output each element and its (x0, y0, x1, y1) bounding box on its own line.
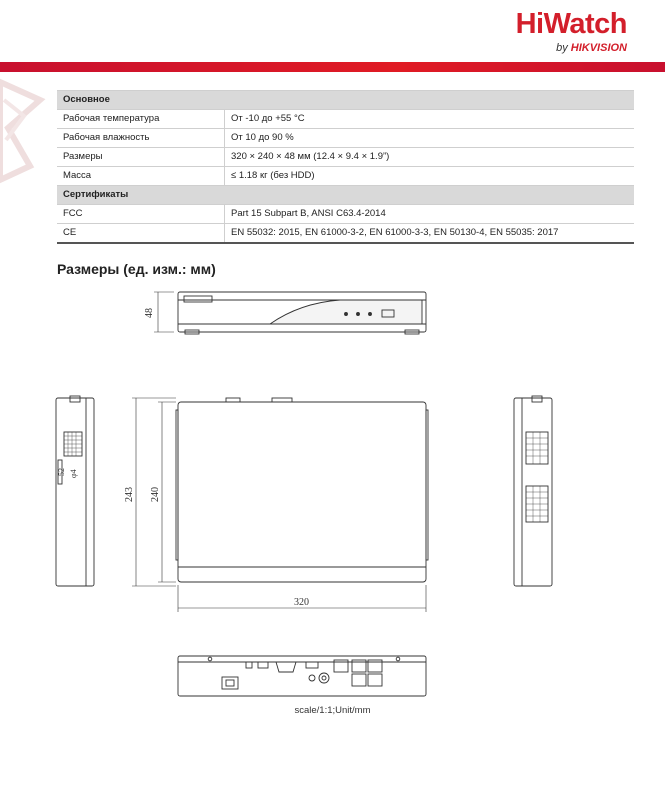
right-side-view-drawing (514, 396, 552, 586)
top-view-drawing (132, 398, 428, 612)
dim-height-label: 48 (144, 308, 155, 318)
spec-key: FCC (57, 205, 225, 224)
left-side-view-drawing (56, 396, 94, 586)
spec-value: ≤ 1.18 кг (без HDD) (225, 167, 635, 186)
spec-section-title: Сертификаты (57, 186, 634, 205)
dim-width-label: 320 (294, 597, 309, 608)
spec-value: EN 55032: 2015, EN 61000-3-2, EN 61000-3-3, EN 50130-4, EN 55035: 2017 (225, 224, 635, 244)
rear-view-drawing (178, 656, 426, 696)
spec-value: Part 15 Subpart B, ANSI C63.4-2014 (225, 205, 635, 224)
spec-key: Рабочая температура (57, 110, 225, 129)
spec-value: От -10 до +55 °C (225, 110, 635, 129)
front-view-drawing (154, 292, 426, 334)
logo-main-text: HiWatch (515, 8, 627, 40)
spec-key: Масса (57, 167, 225, 186)
dim-depth-outer-label: 243 (124, 487, 135, 502)
dimensions-title: Размеры (ед. изм.: мм) (57, 261, 216, 277)
spec-value: 320 × 240 × 48 мм (12.4 × 9.4 × 1.9”) (225, 148, 635, 167)
side-label-52: 52 (57, 468, 66, 476)
spec-key: Размеры (57, 148, 225, 167)
logo-by-text: by (556, 42, 568, 54)
spec-key: Рабочая влажность (57, 129, 225, 148)
spec-value: От 10 до 90 % (225, 129, 635, 148)
logo-brand-text: HIKVISION (570, 42, 627, 54)
scale-note: scale/1:1;Unit/mm (294, 705, 371, 716)
spec-key: CE (57, 224, 225, 244)
side-label-phi4: φ4 (69, 469, 78, 478)
spec-section-title: Основное (57, 91, 634, 110)
dim-depth-inner-label: 240 (150, 487, 161, 502)
